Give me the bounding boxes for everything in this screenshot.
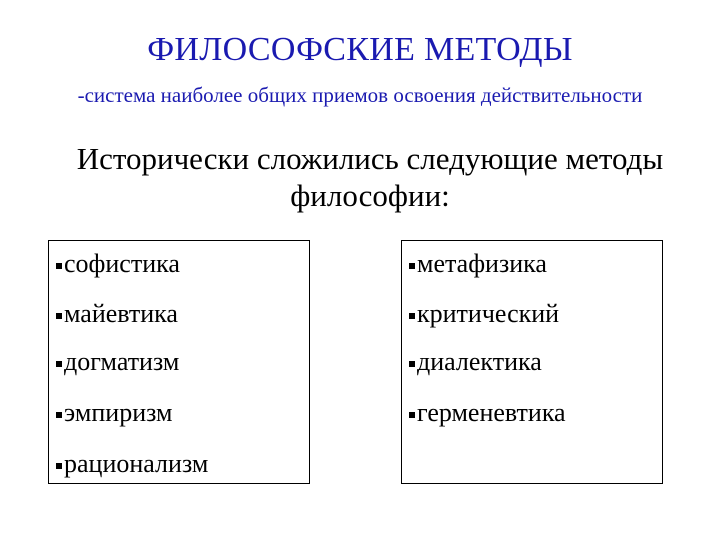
slide-title: ФИЛОСОФСКИЕ МЕТОДЫ bbox=[147, 31, 573, 68]
section-heading-line-1: Исторически сложились следующие методы bbox=[76, 141, 664, 176]
list-item bbox=[409, 398, 566, 428]
list-item bbox=[56, 299, 178, 329]
square-bullet-icon bbox=[409, 313, 415, 319]
list-item-label: диалектика bbox=[417, 347, 542, 376]
methods-box-left bbox=[48, 240, 310, 484]
square-bullet-icon bbox=[56, 412, 62, 418]
section-heading-line-2: философии: bbox=[290, 178, 450, 213]
list-item bbox=[56, 449, 208, 479]
square-bullet-icon bbox=[56, 263, 62, 269]
list-item-label: метафизика bbox=[417, 249, 547, 278]
square-bullet-icon bbox=[56, 361, 62, 367]
section-heading bbox=[40, 140, 700, 214]
list-item bbox=[409, 347, 542, 377]
list-item-label: критический bbox=[417, 299, 560, 328]
list-item bbox=[409, 299, 559, 329]
list-item bbox=[56, 347, 179, 377]
slide-subtitle: -система наиболее общих приемов освоения действительности bbox=[77, 83, 643, 107]
list-item bbox=[409, 249, 547, 279]
square-bullet-icon bbox=[409, 412, 415, 418]
square-bullet-icon bbox=[409, 263, 415, 269]
square-bullet-icon bbox=[56, 463, 62, 469]
list-item-label: догматизм bbox=[64, 347, 180, 376]
list-item-label: рационализм bbox=[64, 449, 209, 478]
square-bullet-icon bbox=[409, 361, 415, 367]
list-item bbox=[56, 398, 172, 428]
methods-box-right bbox=[401, 240, 663, 484]
list-item bbox=[56, 249, 180, 279]
list-item-label: софистика bbox=[64, 249, 180, 278]
list-item-label: герменевтика bbox=[417, 398, 566, 427]
list-item-label: майевтика bbox=[64, 299, 178, 328]
square-bullet-icon bbox=[56, 313, 62, 319]
list-item-label: эмпиризм bbox=[64, 398, 173, 427]
